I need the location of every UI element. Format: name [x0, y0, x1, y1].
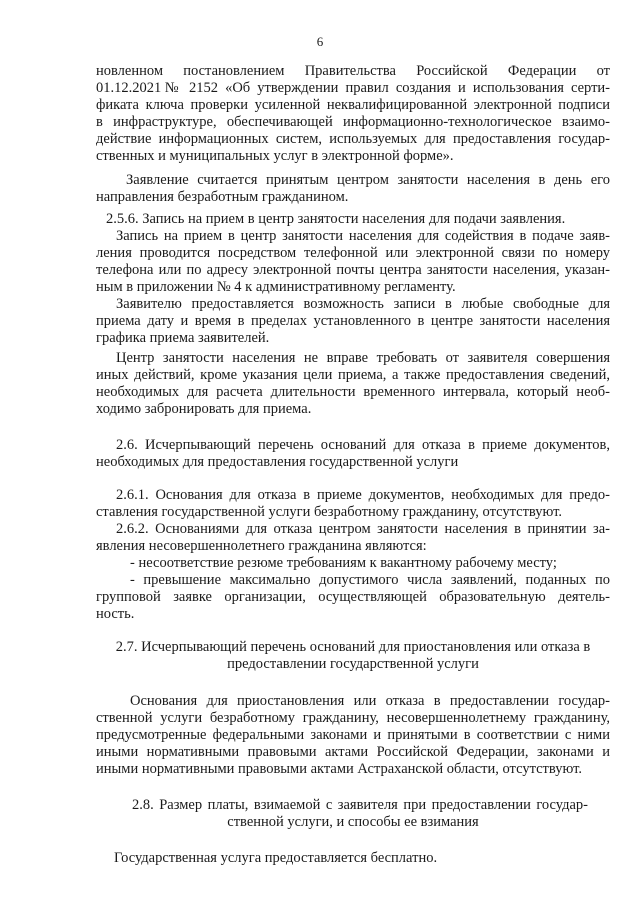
text-line: предусмотренные федеральными законами и принятыми в соответствии с ними — [96, 727, 610, 743]
text-line: необходимых для расчета длительности временного интервала, который необ- — [96, 384, 610, 400]
text-line: Заявление считается принятым центром занятости населения в день его — [126, 172, 610, 188]
text-line: иными нормативными правовыми актами Российской Федерации, законами и — [96, 744, 610, 760]
list-item: - превышение максимально допустимого числа заявлений, поданных по — [130, 572, 610, 588]
text-line: Заявителю предоставляется возможность записи в любые свободные для — [116, 296, 610, 312]
text-line: приема дату и время в пределах установленного в центре занятости населения — [96, 313, 610, 329]
section-heading: 2.8. Размер платы, взимаемой с заявителя при предоставлении государ- — [132, 797, 588, 813]
text-line: 2.6.1. Основания для отказа в приеме документов, необходимых для предо- — [116, 487, 610, 503]
text-line: телефона или по адресу электронной почты центра занятости населения, указан- — [96, 262, 610, 278]
section-heading: 2.5.6. Запись на прием в центр занятости населения для подачи заявления. — [106, 211, 566, 227]
text-line: Центр занятости населения не вправе требовать от заявителя совершения — [116, 350, 610, 366]
text-line: иными нормативными правовыми актами Астраханской области, отсутствуют. — [96, 761, 582, 777]
text-line: 01.12.2021№ 2152 «Об утверждении правил создания и использования серти- — [96, 80, 610, 96]
text-line: действие информационных систем, используемых для предоставления государ- — [96, 131, 610, 147]
text-line: направления безработным гражданином. — [96, 189, 349, 205]
text-line: Запись на прием в центр занятости населения для содействия в подаче заяв- — [116, 228, 610, 244]
list-item: - несоответствие резюме требованиям к вакантному рабочему месту; — [130, 555, 557, 571]
text-line: фиката ключа проверки усиленной неквалифицированной электронной подписи — [96, 97, 610, 113]
text-line: ность. — [96, 606, 135, 622]
text-line: групповой заявке организации, осуществляющей образовательную деятель- — [96, 589, 610, 605]
text-line: ственной услуги безработному гражданину, несовершеннолетнему гражданину, — [96, 710, 610, 726]
text-line: в инфраструктуре, обеспечивающей информационно-технологическое взаимо- — [96, 114, 610, 130]
text-line: новленном постановлением Правительства Российской Федерации от — [96, 63, 610, 79]
text-line: ходимо забронировать для приема. — [96, 401, 312, 417]
section-heading: необходимых для предоставления государственной услуги — [96, 454, 459, 470]
text-line: ным в приложении № 4 к административному регламенту. — [96, 279, 456, 295]
section-heading: ственной услуги, и способы ее взимания — [227, 814, 479, 830]
text-line: графика приема заявителей. — [96, 330, 270, 346]
text-line: Основания для приостановления или отказа в предоставлении государ- — [130, 693, 610, 709]
text-line: явления несовершеннолетнего гражданина являются: — [96, 538, 427, 554]
text-line: иных действий, кроме указания цели приема, а также предоставления сведений, — [96, 367, 610, 383]
text-line: ставления государственной услуги безработному гражданину, отсутствуют. — [96, 504, 563, 520]
section-heading: предоставлении государственной услуги — [227, 656, 479, 672]
section-heading: 2.6. Исчерпывающий перечень оснований для отказа в приеме документов, — [116, 437, 610, 453]
page-number: 6 — [316, 34, 324, 49]
text-line: 2.6.2. Основаниями для отказа центром занятости населения в принятии за- — [116, 521, 610, 537]
text-line: ления проводится посредством телефонной или электронной связи по номеру — [96, 245, 610, 261]
text-line: ственных и муниципальных услуг в электронной форме». — [96, 148, 454, 164]
text-line: Государственная услуга предоставляется бесплатно. — [114, 850, 438, 866]
section-heading: 2.7. Исчерпывающий перечень оснований для приостановления или отказа в — [115, 639, 591, 655]
